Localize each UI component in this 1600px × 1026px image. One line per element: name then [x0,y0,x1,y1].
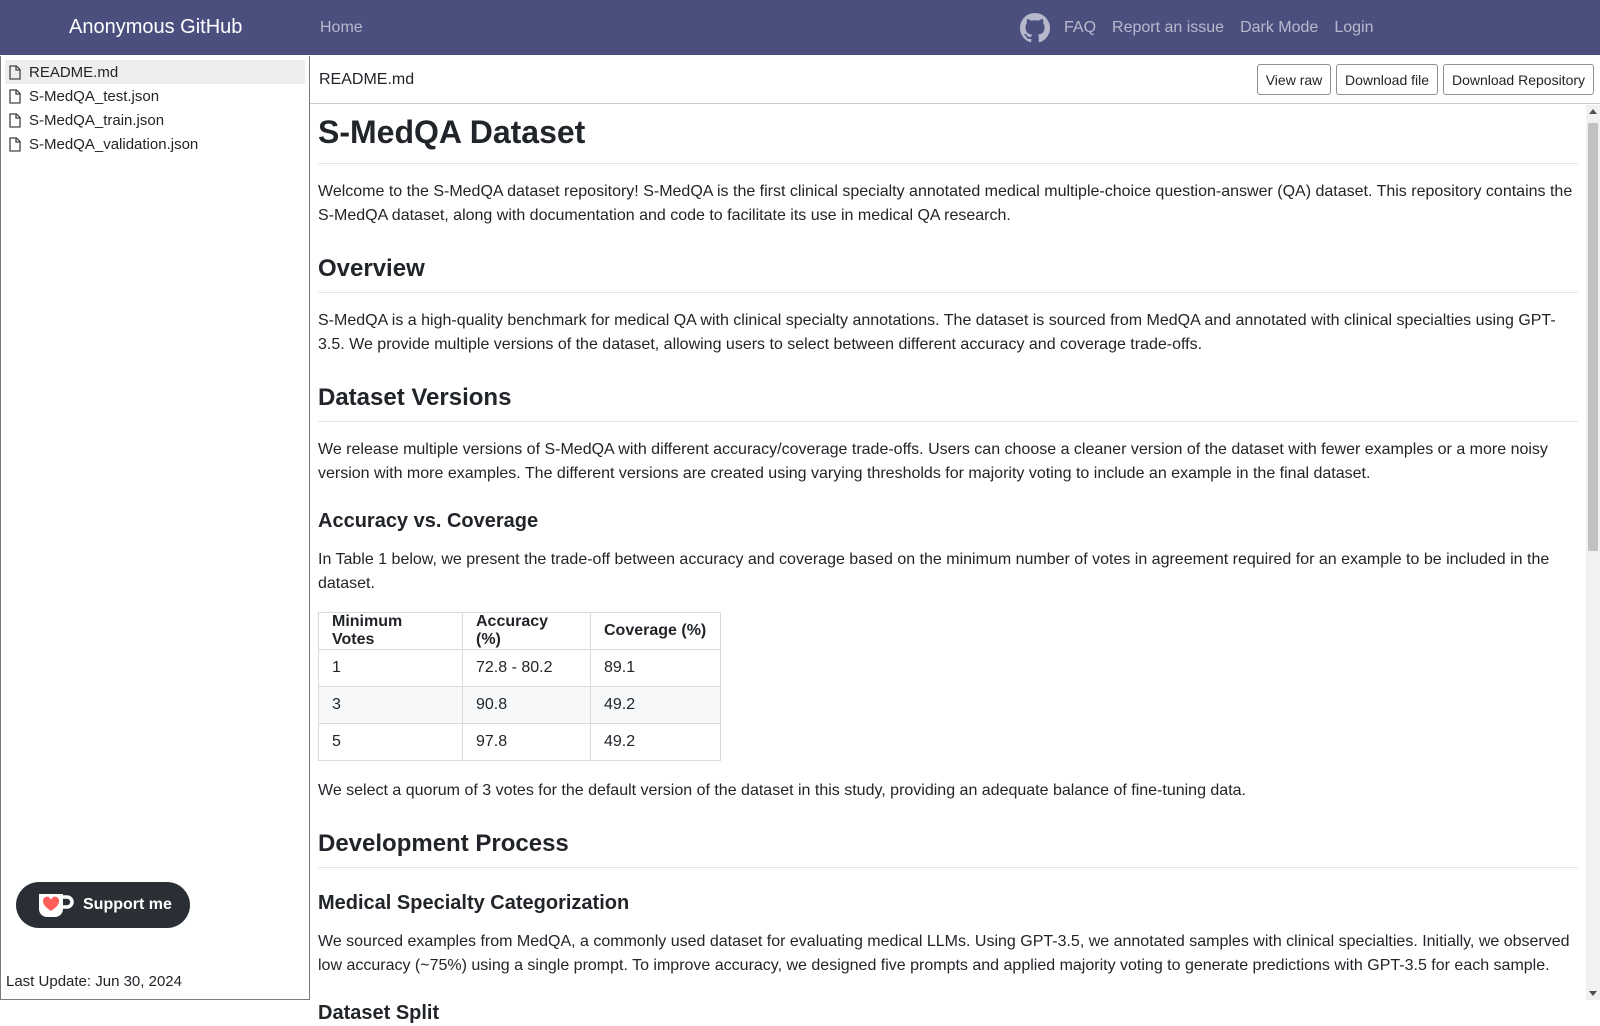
download-file-button[interactable]: Download file [1336,64,1438,95]
table-cell: 49.2 [591,687,721,724]
quorum-paragraph: We select a quorum of 3 votes for the default version of the dataset in this study, providing an adequate balance of fine-tuning data. [318,782,1246,799]
table-header: Coverage (%) [591,613,721,650]
dataset-split-heading: Dataset Split [318,1002,440,1024]
table-row [319,724,721,761]
file-item-train[interactable] [5,108,305,132]
file-item-readme[interactable] [5,60,305,84]
main-panel [310,56,1600,1024]
github-icon[interactable] [1020,13,1050,43]
specialty-categorization-heading: Medical Specialty Categorization [318,892,630,914]
scrollbar-thumb[interactable] [1588,123,1598,551]
table-cell: 49.2 [591,724,721,761]
accuracy-coverage-paragraph: In Table 1 below, we present the trade-off between accuracy and coverage based on the minimum number of votes in agreement required for an example to be included in the dataset. [318,551,1550,592]
nav-faq-link[interactable]: FAQ [1064,18,1097,36]
file-name: README.md [29,63,119,81]
table-row [319,650,721,687]
table-cell: 5 [319,724,463,761]
table-header: Minimum Votes [319,613,463,650]
support-me-button[interactable] [16,882,190,928]
table-row [319,687,721,724]
intro-paragraph: Welcome to the S-MedQA dataset repository! S-MedQA is the first clinical specialty annotated medical multiple-choice question-answer (QA) dataset. This repository contains the S-MedQA dataset, along with documentation and code to facilitate its use in medical QA research. [318,183,1573,224]
file-icon [7,88,23,104]
table-header: Accuracy (%) [463,613,591,650]
table-cell: 97.8 [463,724,591,761]
file-icon [7,64,23,80]
accuracy-coverage-heading: Accuracy vs. Coverage [318,510,539,532]
last-update-text: Last Update: Jun 30, 2024 [6,973,182,990]
view-raw-button[interactable]: View raw [1257,64,1331,95]
file-name: S-MedQA_train.json [29,111,165,129]
file-item-validation[interactable] [5,132,305,156]
votes-table [318,612,721,761]
ko-fi-cup-icon [36,889,74,921]
scroll-up-arrow-icon[interactable] [1589,109,1597,114]
file-tree [1,56,309,156]
content-scrollbar[interactable] [1586,105,1600,1000]
table-cell: 72.8 - 80.2 [463,650,591,687]
nav-report-issue-link[interactable]: Report an issue [1112,18,1225,36]
nav-dark-mode-link[interactable]: Dark Mode [1240,18,1319,36]
dataset-versions-paragraph: We release multiple versions of S-MedQA with different accuracy/coverage trade-offs. Users can choose a cleaner version of the dataset with fewer examples or a more noisy version with more examples. The different versions are created using varying thresholds for majority voting to include an example in the final dataset. [318,441,1548,482]
file-item-test[interactable] [5,84,305,108]
file-name: S-MedQA_validation.json [29,135,199,153]
file-sidebar [0,56,310,1000]
current-file-name: README.md [319,71,415,88]
table-cell: 89.1 [591,650,721,687]
overview-paragraph: S-MedQA is a high-quality benchmark for medical QA with clinical specialty annotations. The dataset is sourced from MedQA and annotated with clinical specialties using GPT-3.5. We provide multiple versions of the dataset, allowing users to select between different accuracy and coverage trade-offs. [318,312,1556,353]
development-process-heading: Development Process [318,829,1578,868]
support-me-label: Support me [83,896,172,913]
readme-title: S-MedQA Dataset [318,113,1578,164]
file-name: S-MedQA_test.json [29,87,160,105]
brand-title[interactable]: Anonymous GitHub [69,16,243,38]
file-icon [7,136,23,152]
file-icon [7,112,23,128]
dataset-versions-heading: Dataset Versions [318,383,1578,422]
table-cell: 3 [319,687,463,724]
download-repository-button[interactable]: Download Repository [1443,64,1594,95]
scroll-down-arrow-icon[interactable] [1589,991,1597,996]
table-header-row [319,613,721,650]
table-cell: 1 [319,650,463,687]
readme-content [310,105,1586,1024]
table-cell: 90.8 [463,687,591,724]
specialty-paragraph: We sourced examples from MedQA, a commonly used dataset for evaluating medical LLMs. Using GPT-3.5, we annotated samples with clinical specialties. Initially, we observed low accuracy (~75%) using a single prompt. To improve accuracy, we designed five prompts and applied majority voting to generate predictions with GPT-3.5 for each sample. [318,933,1570,974]
overview-heading: Overview [318,254,1578,293]
top-navbar [0,0,1600,55]
nav-home-link[interactable]: Home [320,19,363,36]
file-header-bar [310,56,1600,104]
nav-login-link[interactable]: Login [1334,18,1374,36]
nav-right-group [1020,0,1389,55]
